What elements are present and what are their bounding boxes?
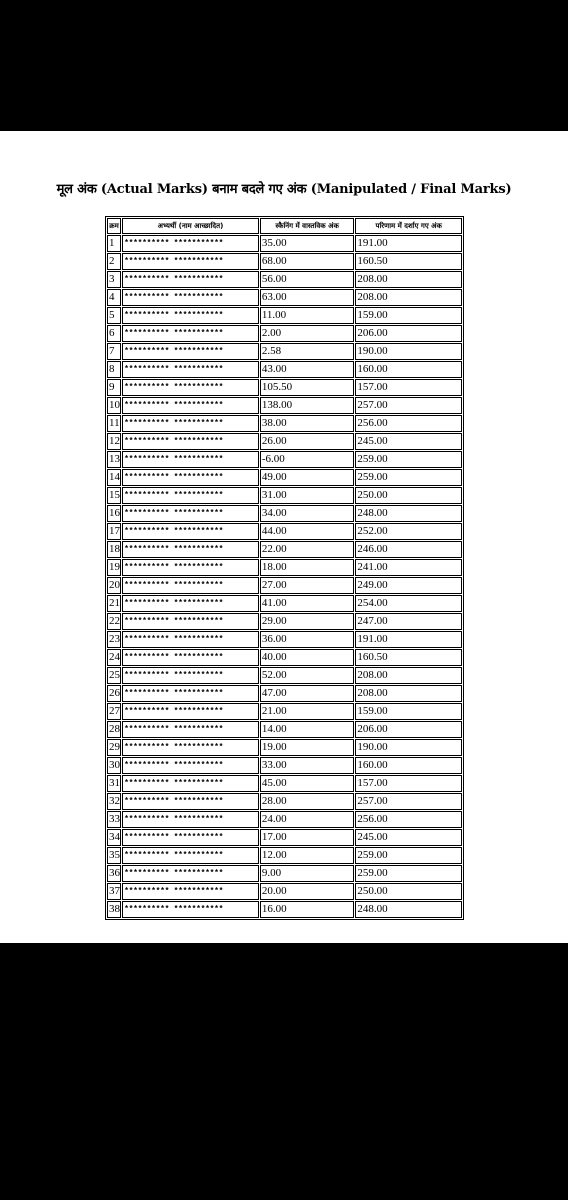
- cell-serial: 23: [107, 631, 121, 648]
- cell-final-marks: 190.00: [355, 739, 462, 756]
- cell-actual-marks: 44.00: [260, 523, 355, 540]
- cell-final-marks: 256.00: [355, 811, 462, 828]
- cell-final-marks: 191.00: [355, 235, 462, 252]
- cell-final-marks: 249.00: [355, 577, 462, 594]
- cell-candidate-masked: ********** ***********: [122, 649, 259, 666]
- table-row: [107, 721, 462, 738]
- cell-final-marks: 241.00: [355, 559, 462, 576]
- table-row: [107, 343, 462, 360]
- cell-serial: 30: [107, 757, 121, 774]
- cell-actual-marks: 29.00: [260, 613, 355, 630]
- cell-actual-marks: 20.00: [260, 883, 355, 900]
- table-row: [107, 307, 462, 324]
- cell-candidate-masked: ********** ***********: [122, 505, 259, 522]
- cell-candidate-masked: ********** ***********: [122, 703, 259, 720]
- cell-serial: 6: [107, 325, 121, 342]
- table-row: [107, 325, 462, 342]
- cell-serial: 20: [107, 577, 121, 594]
- cell-actual-marks: 17.00: [260, 829, 355, 846]
- cell-actual-marks: 52.00: [260, 667, 355, 684]
- cell-serial: 28: [107, 721, 121, 738]
- cell-final-marks: 245.00: [355, 829, 462, 846]
- table-row: [107, 739, 462, 756]
- cell-candidate-masked: ********** ***********: [122, 235, 259, 252]
- cell-actual-marks: 105.50: [260, 379, 355, 396]
- table-row: [107, 379, 462, 396]
- cell-final-marks: 256.00: [355, 415, 462, 432]
- cell-serial: 8: [107, 361, 121, 378]
- cell-serial: 2: [107, 253, 121, 270]
- cell-actual-marks: 36.00: [260, 631, 355, 648]
- cell-candidate-masked: ********** ***********: [122, 739, 259, 756]
- cell-final-marks: 160.00: [355, 757, 462, 774]
- table-row: [107, 613, 462, 630]
- cell-actual-marks: 35.00: [260, 235, 355, 252]
- cell-final-marks: 157.00: [355, 379, 462, 396]
- table-row: [107, 361, 462, 378]
- cell-serial: 21: [107, 595, 121, 612]
- cell-candidate-masked: ********** ***********: [122, 829, 259, 846]
- cell-final-marks: 245.00: [355, 433, 462, 450]
- table-row: [107, 667, 462, 684]
- cell-serial: 18: [107, 541, 121, 558]
- cell-candidate-masked: ********** ***********: [122, 307, 259, 324]
- cell-actual-marks: 2.00: [260, 325, 355, 342]
- cell-actual-marks: 33.00: [260, 757, 355, 774]
- table-row: [107, 469, 462, 486]
- cell-serial: 22: [107, 613, 121, 630]
- cell-actual-marks: 138.00: [260, 397, 355, 414]
- cell-serial: 34: [107, 829, 121, 846]
- cell-serial: 26: [107, 685, 121, 702]
- document-page: [0, 131, 568, 943]
- cell-final-marks: 259.00: [355, 469, 462, 486]
- cell-actual-marks: 18.00: [260, 559, 355, 576]
- cell-serial: 36: [107, 865, 121, 882]
- cell-actual-marks: 27.00: [260, 577, 355, 594]
- cell-final-marks: 259.00: [355, 847, 462, 864]
- cell-actual-marks: 31.00: [260, 487, 355, 504]
- table-row: [107, 289, 462, 306]
- cell-serial: 35: [107, 847, 121, 864]
- cell-final-marks: 246.00: [355, 541, 462, 558]
- cell-final-marks: 160.00: [355, 361, 462, 378]
- table-row: [107, 523, 462, 540]
- cell-actual-marks: 9.00: [260, 865, 355, 882]
- header-final-marks: परिणाम में दर्शाए गए अंक: [355, 218, 462, 234]
- cell-actual-marks: 47.00: [260, 685, 355, 702]
- cell-actual-marks: -6.00: [260, 451, 355, 468]
- cell-serial: 29: [107, 739, 121, 756]
- cell-candidate-masked: ********** ***********: [122, 577, 259, 594]
- cell-candidate-masked: ********** ***********: [122, 793, 259, 810]
- table-row: [107, 487, 462, 504]
- cell-final-marks: 208.00: [355, 289, 462, 306]
- cell-actual-marks: 49.00: [260, 469, 355, 486]
- cell-serial: 13: [107, 451, 121, 468]
- table-row: [107, 415, 462, 432]
- cell-serial: 14: [107, 469, 121, 486]
- cell-candidate-masked: ********** ***********: [122, 451, 259, 468]
- cell-actual-marks: 41.00: [260, 595, 355, 612]
- cell-candidate-masked: ********** ***********: [122, 541, 259, 558]
- cell-final-marks: 206.00: [355, 325, 462, 342]
- cell-candidate-masked: ********** ***********: [122, 433, 259, 450]
- cell-actual-marks: 12.00: [260, 847, 355, 864]
- cell-candidate-masked: ********** ***********: [122, 289, 259, 306]
- cell-serial: 16: [107, 505, 121, 522]
- cell-serial: 11: [107, 415, 121, 432]
- cell-final-marks: 259.00: [355, 451, 462, 468]
- cell-candidate-masked: ********** ***********: [122, 361, 259, 378]
- cell-candidate-masked: ********** ***********: [122, 847, 259, 864]
- cell-candidate-masked: ********** ***********: [122, 253, 259, 270]
- table-row: [107, 559, 462, 576]
- cell-candidate-masked: ********** ***********: [122, 271, 259, 288]
- cell-serial: 5: [107, 307, 121, 324]
- table-row: [107, 541, 462, 558]
- cell-candidate-masked: ********** ***********: [122, 883, 259, 900]
- cell-candidate-masked: ********** ***********: [122, 523, 259, 540]
- cell-final-marks: 191.00: [355, 631, 462, 648]
- cell-actual-marks: 68.00: [260, 253, 355, 270]
- cell-candidate-masked: ********** ***********: [122, 343, 259, 360]
- cell-serial: 33: [107, 811, 121, 828]
- table-row: [107, 577, 462, 594]
- table-row: [107, 595, 462, 612]
- cell-candidate-masked: ********** ***********: [122, 811, 259, 828]
- cell-serial: 3: [107, 271, 121, 288]
- cell-final-marks: 248.00: [355, 505, 462, 522]
- cell-serial: 32: [107, 793, 121, 810]
- cell-candidate-masked: ********** ***********: [122, 613, 259, 630]
- cell-final-marks: 160.50: [355, 253, 462, 270]
- table-row: [107, 757, 462, 774]
- cell-serial: 1: [107, 235, 121, 252]
- cell-actual-marks: 63.00: [260, 289, 355, 306]
- cell-final-marks: 254.00: [355, 595, 462, 612]
- table-row: [107, 811, 462, 828]
- cell-candidate-masked: ********** ***********: [122, 559, 259, 576]
- cell-final-marks: 250.00: [355, 487, 462, 504]
- cell-candidate-masked: ********** ***********: [122, 415, 259, 432]
- cell-candidate-masked: ********** ***********: [122, 469, 259, 486]
- table-row: [107, 883, 462, 900]
- cell-final-marks: 257.00: [355, 397, 462, 414]
- cell-final-marks: 247.00: [355, 613, 462, 630]
- table-row: [107, 433, 462, 450]
- table-row: [107, 901, 462, 918]
- table-row: [107, 829, 462, 846]
- cell-final-marks: 208.00: [355, 685, 462, 702]
- cell-actual-marks: 22.00: [260, 541, 355, 558]
- table-row: [107, 397, 462, 414]
- cell-serial: 38: [107, 901, 121, 918]
- marks-table: [105, 216, 464, 920]
- table-row: [107, 271, 462, 288]
- cell-final-marks: 250.00: [355, 883, 462, 900]
- header-serial: क्रम: [107, 218, 121, 234]
- table-row: [107, 631, 462, 648]
- cell-serial: 9: [107, 379, 121, 396]
- cell-candidate-masked: ********** ***********: [122, 757, 259, 774]
- cell-serial: 27: [107, 703, 121, 720]
- cell-candidate-masked: ********** ***********: [122, 721, 259, 738]
- cell-actual-marks: 26.00: [260, 433, 355, 450]
- cell-actual-marks: 2.58: [260, 343, 355, 360]
- cell-candidate-masked: ********** ***********: [122, 631, 259, 648]
- cell-serial: 31: [107, 775, 121, 792]
- cell-actual-marks: 21.00: [260, 703, 355, 720]
- cell-final-marks: 257.00: [355, 793, 462, 810]
- table-row: [107, 847, 462, 864]
- cell-candidate-masked: ********** ***********: [122, 397, 259, 414]
- cell-actual-marks: 43.00: [260, 361, 355, 378]
- cell-actual-marks: 24.00: [260, 811, 355, 828]
- cell-serial: 24: [107, 649, 121, 666]
- cell-candidate-masked: ********** ***********: [122, 325, 259, 342]
- cell-serial: 7: [107, 343, 121, 360]
- table-header-row: [107, 218, 462, 234]
- cell-final-marks: 159.00: [355, 703, 462, 720]
- table-row: [107, 865, 462, 882]
- cell-actual-marks: 38.00: [260, 415, 355, 432]
- table-row: [107, 703, 462, 720]
- cell-serial: 10: [107, 397, 121, 414]
- cell-candidate-masked: ********** ***********: [122, 379, 259, 396]
- cell-actual-marks: 45.00: [260, 775, 355, 792]
- cell-final-marks: 160.50: [355, 649, 462, 666]
- cell-final-marks: 206.00: [355, 721, 462, 738]
- cell-serial: 25: [107, 667, 121, 684]
- page-title: मूल अंक (Actual Marks) बनाम बदले गए अंक (Manipulated / Final Marks): [56, 182, 512, 197]
- cell-candidate-masked: ********** ***********: [122, 487, 259, 504]
- table-row: [107, 793, 462, 810]
- cell-actual-marks: 34.00: [260, 505, 355, 522]
- cell-actual-marks: 40.00: [260, 649, 355, 666]
- cell-candidate-masked: ********** ***********: [122, 865, 259, 882]
- table-row: [107, 451, 462, 468]
- cell-serial: 17: [107, 523, 121, 540]
- cell-serial: 15: [107, 487, 121, 504]
- cell-actual-marks: 11.00: [260, 307, 355, 324]
- header-candidate: अभ्यर्थी (नाम आच्छादित): [122, 218, 259, 234]
- table-row: [107, 649, 462, 666]
- cell-serial: 37: [107, 883, 121, 900]
- cell-final-marks: 157.00: [355, 775, 462, 792]
- table-row: [107, 235, 462, 252]
- cell-final-marks: 208.00: [355, 271, 462, 288]
- table-row: [107, 685, 462, 702]
- cell-candidate-masked: ********** ***********: [122, 901, 259, 918]
- cell-final-marks: 248.00: [355, 901, 462, 918]
- table-body: [107, 235, 462, 918]
- cell-final-marks: 208.00: [355, 667, 462, 684]
- cell-actual-marks: 14.00: [260, 721, 355, 738]
- table-row: [107, 253, 462, 270]
- cell-candidate-masked: ********** ***********: [122, 685, 259, 702]
- table-row: [107, 775, 462, 792]
- cell-serial: 19: [107, 559, 121, 576]
- cell-actual-marks: 19.00: [260, 739, 355, 756]
- cell-actual-marks: 56.00: [260, 271, 355, 288]
- header-actual-marks: स्कैनिंग में वास्तविक अंक: [260, 218, 355, 234]
- cell-actual-marks: 16.00: [260, 901, 355, 918]
- cell-candidate-masked: ********** ***********: [122, 595, 259, 612]
- cell-candidate-masked: ********** ***********: [122, 667, 259, 684]
- cell-serial: 12: [107, 433, 121, 450]
- table-row: [107, 505, 462, 522]
- cell-final-marks: 252.00: [355, 523, 462, 540]
- cell-actual-marks: 28.00: [260, 793, 355, 810]
- cell-final-marks: 259.00: [355, 865, 462, 882]
- cell-serial: 4: [107, 289, 121, 306]
- cell-candidate-masked: ********** ***********: [122, 775, 259, 792]
- cell-final-marks: 159.00: [355, 307, 462, 324]
- cell-final-marks: 190.00: [355, 343, 462, 360]
